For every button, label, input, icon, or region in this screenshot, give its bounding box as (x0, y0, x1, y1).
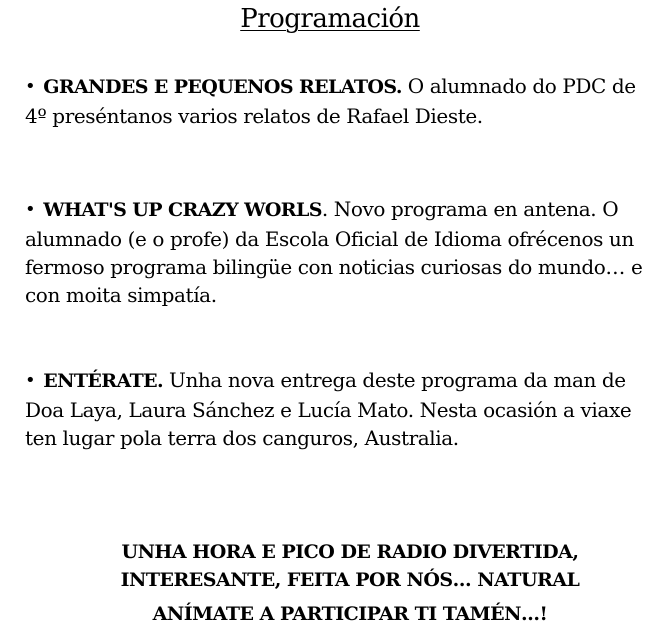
programme-item-heading: ENTÉRATE. (43, 370, 164, 392)
closing-slogan: UNHA HORA E PICO DE RADIO DIVERTIDA, INTERESANTE, FEITA POR NÓS… NATURAL (120, 541, 580, 591)
programme-item-description: . Novo programa en antena. O alumnado (e o profe) da Escola Oficial de Idioma ofrécenos un fermoso programa bilingüe con noticias curiosas do mundo… e con moita simpatía. (25, 197, 643, 307)
bullet-icon: • (25, 370, 36, 391)
bullet-icon: • (25, 199, 36, 220)
page-title: Programación (240, 4, 420, 34)
programme-item-enterate (25, 366, 645, 452)
programme-item-crazy-worls (25, 195, 645, 309)
programme-item-heading: GRANDES E PEQUENOS RELATOS. (43, 76, 402, 98)
bullet-icon: • (25, 76, 36, 97)
closing-call-to-action: ANÍMATE A PARTICIPAR TI TAMÉN…! (152, 603, 548, 625)
programme-item-description: Unha nova entrega deste programa da man de Doa Laya, Laura Sánchez e Lucía Mato. Nesta ocasión a viaxe ten lugar pola terra dos canguros, Australia. (25, 368, 632, 450)
programme-item-description: O alumnado do PDC de 4º preséntanos varios relatos de Rafael Dieste. (25, 74, 636, 128)
programme-item-relatos (25, 72, 645, 130)
programme-item-heading: WHAT'S UP CRAZY WORLS (43, 199, 322, 221)
